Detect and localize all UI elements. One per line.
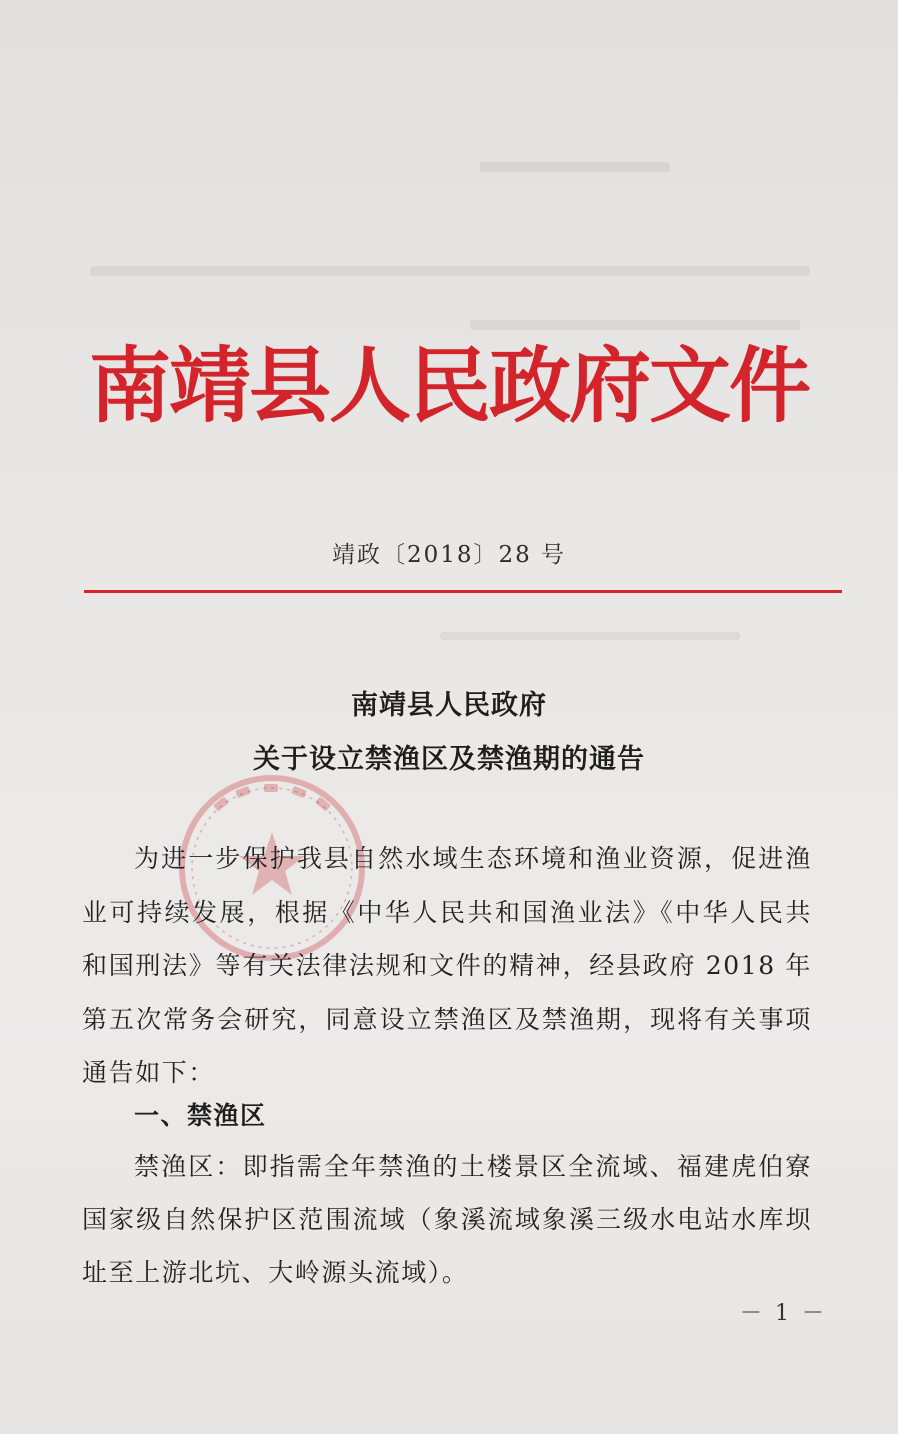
bleed-through-mark [480, 162, 670, 172]
bleed-through-mark [90, 266, 810, 276]
bleed-through-mark [440, 632, 740, 640]
intro-paragraph: 为进一步保护我县自然水域生态环境和渔业资源，促进渔业可持续发展，根据《中华人民共和国渔业法》《中华人民共和国刑法》等有关法律法规和文件的精神，经县政府 2018 年第五次常务会研究，同意设立禁渔区及禁渔期，现将有关事项通告如下： [82, 844, 812, 1087]
document-masthead: 南靖县人民政府文件 [88, 338, 809, 434]
notice-title-line-1: 南靖县人民政府 [351, 690, 547, 721]
document-number: 靖政〔2018〕28 号 [331, 542, 567, 568]
red-divider-rule [84, 590, 842, 593]
page-number: － 1 － [740, 1301, 827, 1326]
section-paragraph-fishing-ban-zone: 禁渔区：即指需全年禁渔的土楼景区全流域、福建虎伯寮国家级自然保护区范围流域（象溪流域象溪三级水电站水库坝址至上游北坑、大岭源头流域）。 [82, 1152, 812, 1287]
bleed-through-mark [470, 320, 800, 330]
notice-title-line-2: 关于设立禁渔区及禁渔期的通告 [253, 744, 645, 775]
section-heading-fishing-ban-zone: 一、禁渔区 [134, 1101, 267, 1130]
